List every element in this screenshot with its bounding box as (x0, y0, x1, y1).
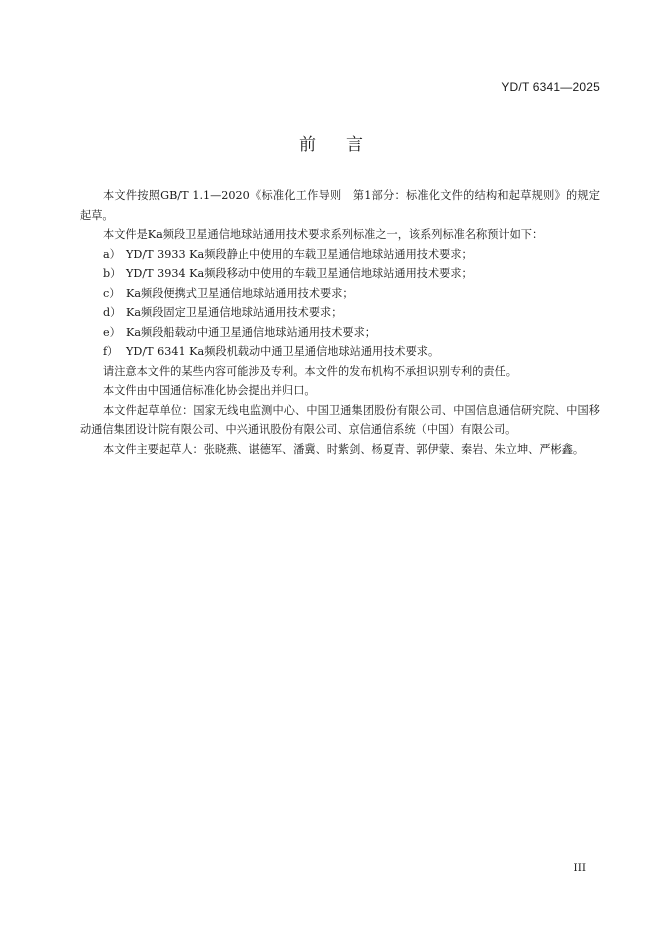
foreword-body (80, 186, 600, 459)
paragraph-patent-notice: 请注意本文件的某些内容可能涉及专利。本文件的发布机构不承担识别专利的责任。 (103, 364, 517, 378)
list-item (80, 264, 600, 284)
page-title: 前言 (299, 135, 393, 155)
list-text: Ka频段便携式卫星通信地球站通用技术要求； (126, 286, 354, 300)
page-number: III (573, 862, 586, 874)
paragraph-proposer: 本文件由中国通信标准化协会提出并归口。 (103, 384, 316, 397)
list-marker: b） (103, 267, 122, 280)
list-marker: f） (103, 345, 119, 358)
paragraph-drafters: 本文件主要起草人：张晓燕、谌德军、潘冀、时紫剑、杨夏青、郭伊蒙、秦岩、朱立坤、严彬鑫。 (103, 442, 585, 456)
list-item (80, 323, 600, 343)
list-marker: d） (103, 306, 122, 319)
list-item (80, 245, 600, 265)
list-text: Ka频段船载动中通卫星通信地球站通用技术要求； (126, 325, 376, 339)
list-text: YD/T 6341 Ka频段机载动中通卫星通信地球站通用技术要求。 (126, 345, 440, 358)
paragraph-drafting-units: 本文件起草单位：国家无线电监测中心、中国卫通集团股份有限公司、中国信息通信研究院、中国移动通信集团设计院有限公司、中兴通讯股份有限公司、京信通信系统（中国）有限公司。 (80, 403, 600, 436)
list-item (80, 303, 600, 323)
list-marker: c） (103, 286, 121, 300)
standard-code: YD/T 6341—2025 (501, 80, 600, 94)
list-text: YD/T 3934 Ka频段移动中使用的车载卫星通信地球站通用技术要求； (126, 267, 473, 280)
list-text: Ka频段固定卫星通信地球站通用技术要求； (126, 306, 343, 319)
list-marker: a） (103, 247, 121, 261)
list-marker: e） (103, 325, 121, 339)
list-item (80, 342, 600, 362)
list-item (80, 284, 600, 304)
list-text: YD/T 3933 Ka频段静止中使用的车载卫星通信地球站通用技术要求； (126, 247, 473, 261)
paragraph-drafting-rules: 本文件按照GB/T 1.1—2020《标准化工作导则 第1部分：标准化文件的结构和起草规则》的规定起草。 (80, 189, 600, 222)
paragraph-series-intro: 本文件是Ka频段卫星通信地球站通用技术要求系列标准之一，该系列标准名称预计如下： (103, 228, 544, 241)
